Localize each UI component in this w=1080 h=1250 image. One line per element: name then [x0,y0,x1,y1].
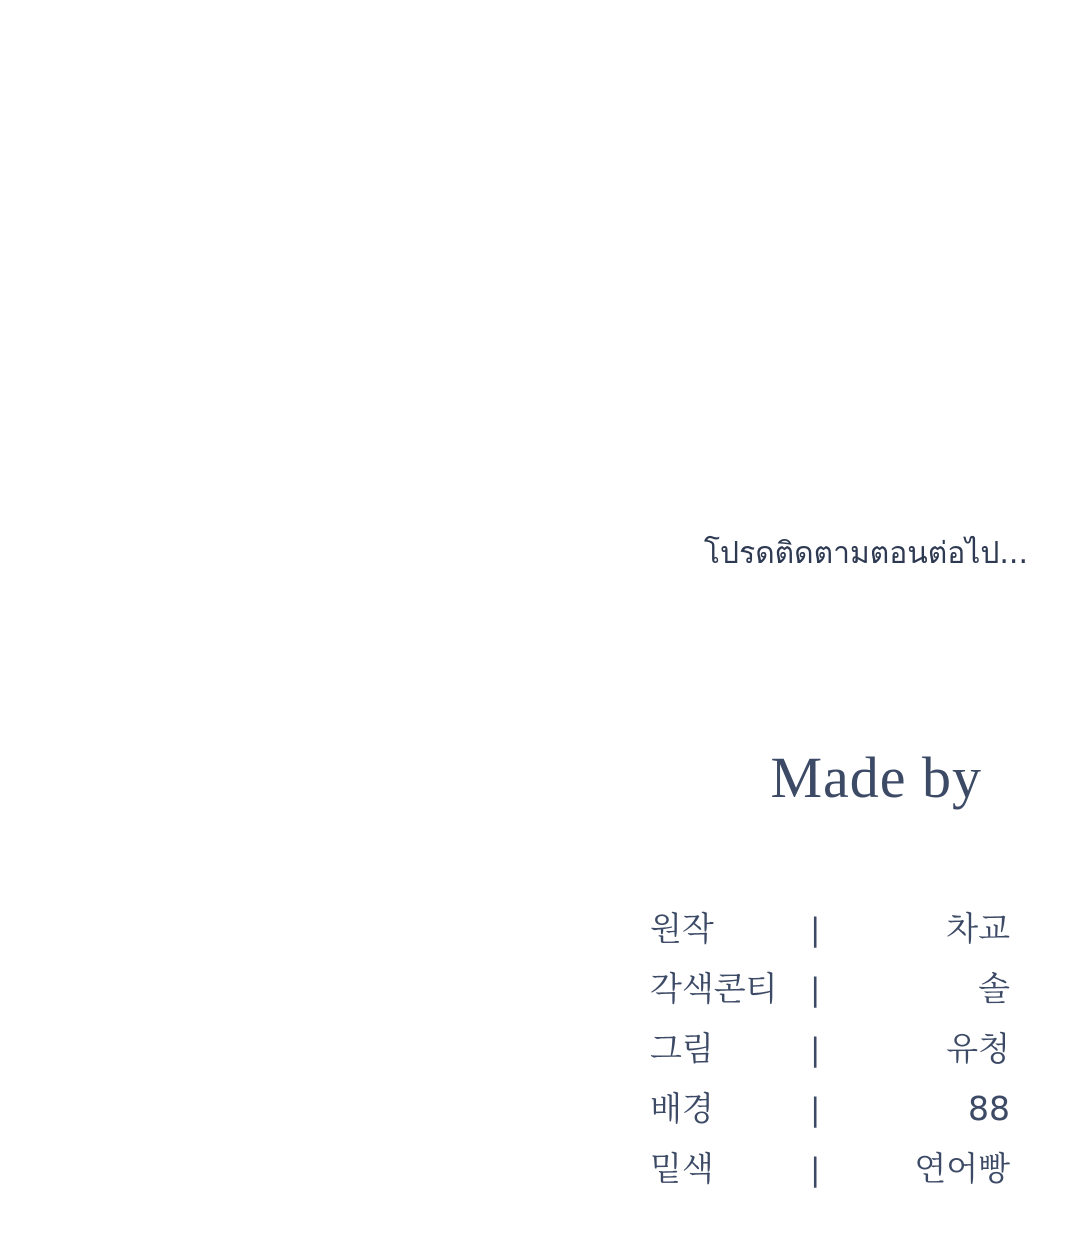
credit-separator: | [810,1092,821,1128]
list-item [650,965,1010,1014]
credit-role: 원작 [650,909,714,948]
list-item [650,1145,1010,1194]
credit-role: 배경 [650,1089,714,1128]
credit-separator: | [810,1032,821,1068]
credit-name: 유청 [946,1029,1010,1068]
list-item [650,905,1010,954]
credit-role: 밑색 [650,1149,714,1188]
credit-name: 솔 [978,969,1010,1008]
credit-name: 차교 [946,909,1010,948]
credit-role: 각색콘티 [650,969,778,1008]
made-by-heading: Made by [770,745,982,810]
credits-list [0,905,1010,1205]
next-episode-tease: โปรดติดตามตอนต่อไป... [703,536,1028,571]
credit-separator: | [810,912,821,948]
list-item [650,1085,1010,1134]
credit-separator: | [810,972,821,1008]
credit-role: 그림 [650,1029,714,1068]
credit-name: 연어빵 [914,1149,1010,1188]
list-item [650,1025,1010,1074]
credit-name: 88 [968,1089,1010,1128]
credit-separator: | [810,1152,821,1188]
